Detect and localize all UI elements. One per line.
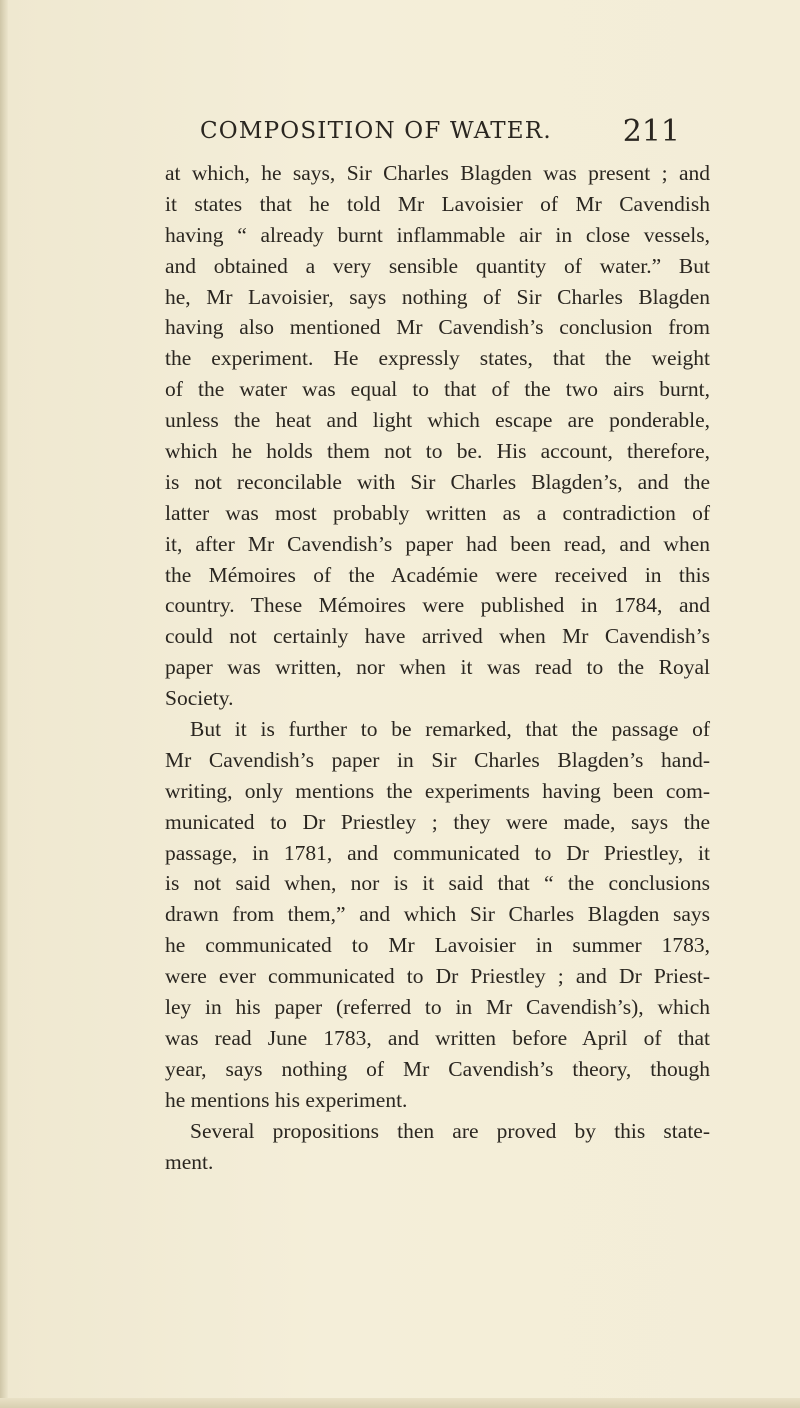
text-line: latter was most probably written as a contradiction of bbox=[165, 500, 710, 525]
text-line: were ever communicated to Dr Priestley ; and Dr Priest- bbox=[165, 964, 710, 989]
text-line: paper was written, nor when it was read to the Royal bbox=[165, 655, 710, 680]
text-line: could not certainly have arrived when Mr Cavendish’s bbox=[165, 624, 710, 649]
text-line: and obtained a very sensible quantity of water.” But bbox=[165, 253, 710, 278]
text-line: Society. bbox=[165, 686, 234, 711]
page-binding-edge bbox=[0, 0, 8, 1408]
text-line: ment. bbox=[165, 1149, 214, 1174]
text-line: having also mentioned Mr Cavendish’s conclusion from bbox=[165, 315, 710, 340]
text-line: was read June 1783, and written before April of that bbox=[165, 1025, 710, 1050]
text-line: he mentions his experiment. bbox=[165, 1087, 408, 1112]
page-header bbox=[200, 114, 680, 149]
text-line: unless the heat and light which escape are ponderable, bbox=[165, 408, 710, 433]
text-line: having “ already burnt inflammable air in close vessels, bbox=[165, 222, 710, 247]
text-line: is not reconcilable with Sir Charles Blagden’s, and the bbox=[165, 469, 710, 494]
text-line: it states that he told Mr Lavoisier of Mr Cavendish bbox=[165, 191, 710, 216]
text-line: which he holds them not to be. His account, therefore, bbox=[165, 439, 710, 464]
text-line: he, Mr Lavoisier, says nothing of Sir Charles Blagden bbox=[165, 284, 710, 309]
text-line: passage, in 1781, and communicated to Dr Priestley, it bbox=[165, 840, 710, 865]
text-line: he communicated to Mr Lavoisier in summer 1783, bbox=[165, 933, 710, 958]
running-title: COMPOSITION OF WATER. bbox=[200, 118, 552, 144]
page-bottom-edge bbox=[0, 1398, 800, 1408]
text-line: at which, he says, Sir Charles Blagden was present ; and bbox=[165, 161, 710, 185]
text-line: country. These Mémoires were published in 1784, and bbox=[165, 593, 710, 618]
text-line: Several propositions then are proved by this state- bbox=[190, 1118, 710, 1143]
text-line: of the water was equal to that of the two airs burnt, bbox=[165, 377, 710, 402]
text-line: the experiment. He expressly states, that the weight bbox=[165, 346, 710, 371]
text-line: writing, only mentions the experiments having been com- bbox=[165, 778, 710, 803]
text-line: But it is further to be remarked, that the passage of bbox=[190, 717, 710, 742]
text-line: year, says nothing of Mr Cavendish’s theory, though bbox=[165, 1056, 710, 1081]
text-line: Mr Cavendish’s paper in Sir Charles Blagden’s hand- bbox=[165, 747, 710, 772]
body-text bbox=[165, 158, 710, 1177]
text-line: drawn from them,” and which Sir Charles Blagden says bbox=[165, 902, 710, 927]
text-line: municated to Dr Priestley ; they were made, says the bbox=[165, 809, 710, 834]
text-line: the Mémoires of the Académie were received in this bbox=[165, 562, 710, 587]
text-line: is not said when, nor is it said that “ the conclusions bbox=[165, 871, 710, 896]
text-line: it, after Mr Cavendish’s paper had been read, and when bbox=[165, 531, 710, 556]
page-number: 211 bbox=[622, 114, 680, 149]
text-line: ley in his paper (referred to in Mr Cavendish’s), which bbox=[165, 995, 710, 1020]
